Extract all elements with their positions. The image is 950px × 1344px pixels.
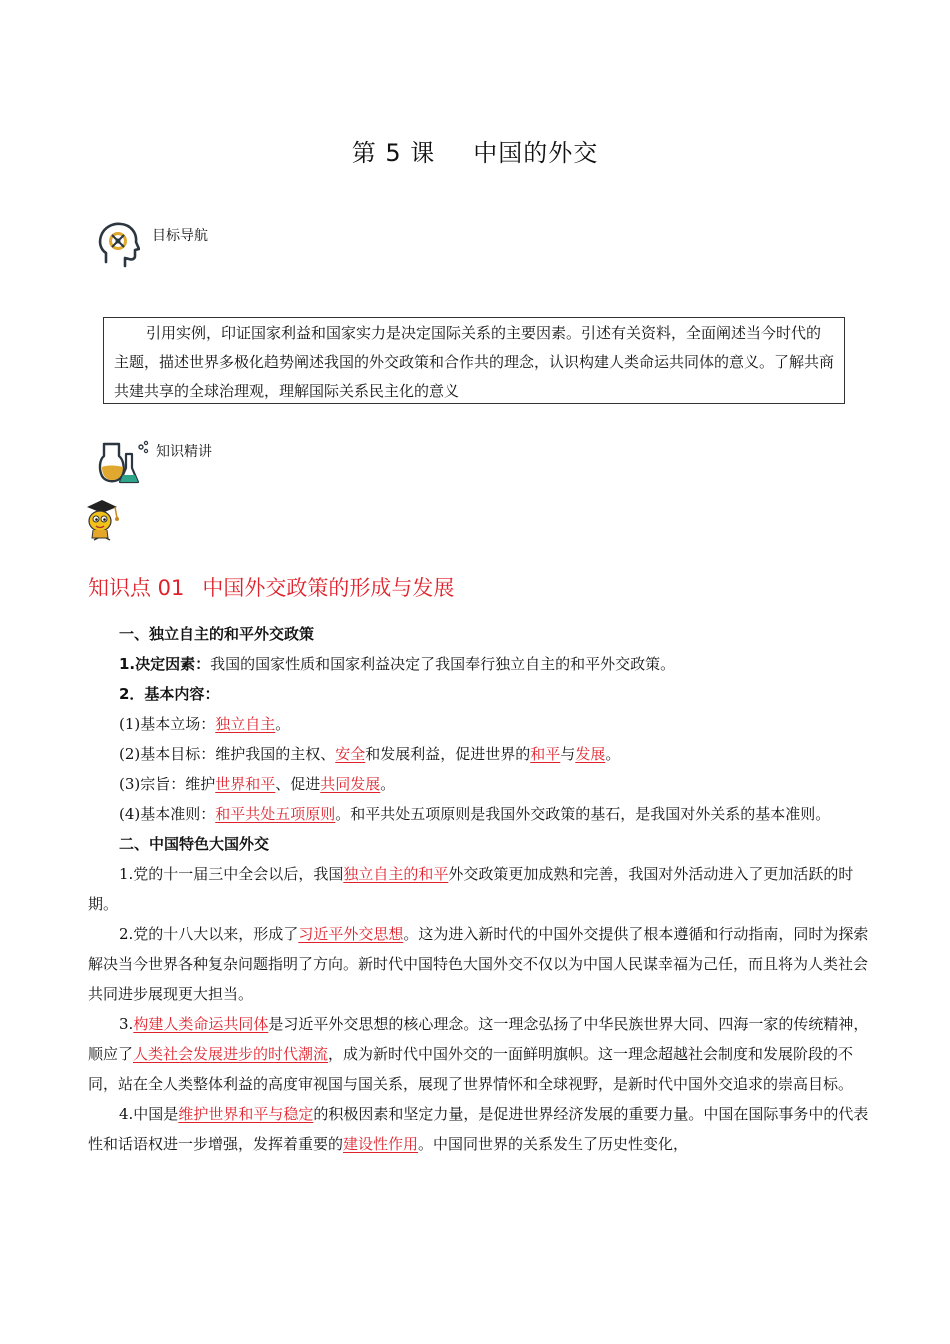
- keyword: 构建人类命运共同体: [133, 1015, 269, 1033]
- s2-paragraph-2: 2.党的十八大以来，形成了习近平外交思想。这为进入新时代的中国外交提供了根本遵循和行动指南，同时为探索解决当今世界各种复杂问题指明了方向。新时代中国特色大国外交不仅以为中国人民谋幸福为己任，而且将为人类社会共同进步展现更大担当。: [88, 925, 869, 1003]
- graduate-mascot-icon: [84, 498, 126, 542]
- s1-item-4: (4)基本准则：和平共处五项原则。和平共处五项原则是我国外交政策的基石，是我国对外关系的基本准则。: [119, 805, 831, 823]
- lab-flasks-icon: [98, 438, 150, 486]
- s2-paragraph-1: 1.党的十一届三中全会以后，我国独立自主的和平外交政策更加成熟和完善，我国对外活动进入了更加活跃的时期。: [88, 865, 854, 913]
- goal-text: 引用实例，印证国家利益和国家实力是决定国际关系的主要因素。引述有关资料，全面阐述当今时代的主题，描述世界多极化趋势阐述我国的外交政策和合作共的理念，认识构建人类命运共同体的意义。了解共商共建共享的全球治理观，理解国际关系民主化的意义: [114, 324, 835, 400]
- section-1-heading: 一、独立自主的和平外交政策: [119, 625, 315, 643]
- page-title: [0, 133, 950, 168]
- keyword: 习近平外交思想: [298, 925, 404, 943]
- keyword: 共同发展: [320, 775, 381, 793]
- s1-paragraph-2: 2．基本内容：: [119, 685, 220, 703]
- keyword: 人类社会发展进步的时代潮流: [133, 1045, 329, 1063]
- s1-p1-text: 我国的国家性质和国家利益决定了我国奉行独立自主的和平外交政策。: [210, 655, 676, 673]
- s1-p1-label: 1.决定因素：: [119, 655, 211, 673]
- head-gears-icon: [98, 222, 140, 268]
- lesson-name: 中国的外交: [473, 139, 599, 167]
- s2-paragraph-3: 3.构建人类命运共同体是习近平外交思想的核心理念。这一理念弘扬了中华民族世界大同、四海一家的传统精神，顺应了人类社会发展进步的时代潮流，成为新时代中国外交的一面鲜明旗帜。这一理念超越社会制度和发展阶段的不同，站在全人类整体利益的高度审视国与国关系，展现了世界情怀和全球视野，是新时代中国外交追求的崇高目标。: [88, 1015, 869, 1093]
- section-2-heading: 二、中国特色大国外交: [119, 835, 270, 853]
- keyword: 和平共处五项原则: [215, 805, 336, 823]
- kp-number: 知识点 01: [88, 576, 185, 600]
- s2-paragraph-4: 4.中国是维护世界和平与稳定的积极因素和坚定力量，是促进世界经济发展的重要力量。中国在国际事务中的代表性和话语权进一步增强，发挥着重要的建设性作用。中国同世界的关系发生了历史性变化，: [88, 1105, 869, 1153]
- goal-box: [103, 317, 845, 404]
- keyword: 独立自主的和平: [343, 865, 449, 883]
- s1-item-3: (3)宗旨：维护世界和平、促进共同发展。: [119, 775, 396, 793]
- keyword: 和平: [530, 745, 561, 763]
- keyword: 维护世界和平与稳定: [178, 1105, 314, 1123]
- goal-nav-label: 目标导航: [152, 228, 208, 244]
- keyword: 世界和平: [215, 775, 276, 793]
- keyword: 独立自主: [215, 715, 276, 733]
- lesson-number: 第 5 课: [351, 139, 436, 167]
- knowledge-section-label: 知识精讲: [156, 444, 212, 460]
- keyword: 建设性作用: [343, 1135, 419, 1153]
- body-content: [88, 619, 870, 1159]
- s1-paragraph-1: [88, 649, 870, 679]
- s1-item-2: (2)基本目标：维护我国的主权、安全和发展利益，促进世界的和平与发展。: [119, 745, 621, 763]
- keyword: 安全: [335, 745, 366, 763]
- keyword: 发展: [575, 745, 606, 763]
- kp-title: 中国外交政策的形成与发展: [202, 576, 455, 600]
- knowledge-point-heading: [88, 572, 454, 602]
- s1-item-1: (1)基本立场：独立自主。: [119, 715, 291, 733]
